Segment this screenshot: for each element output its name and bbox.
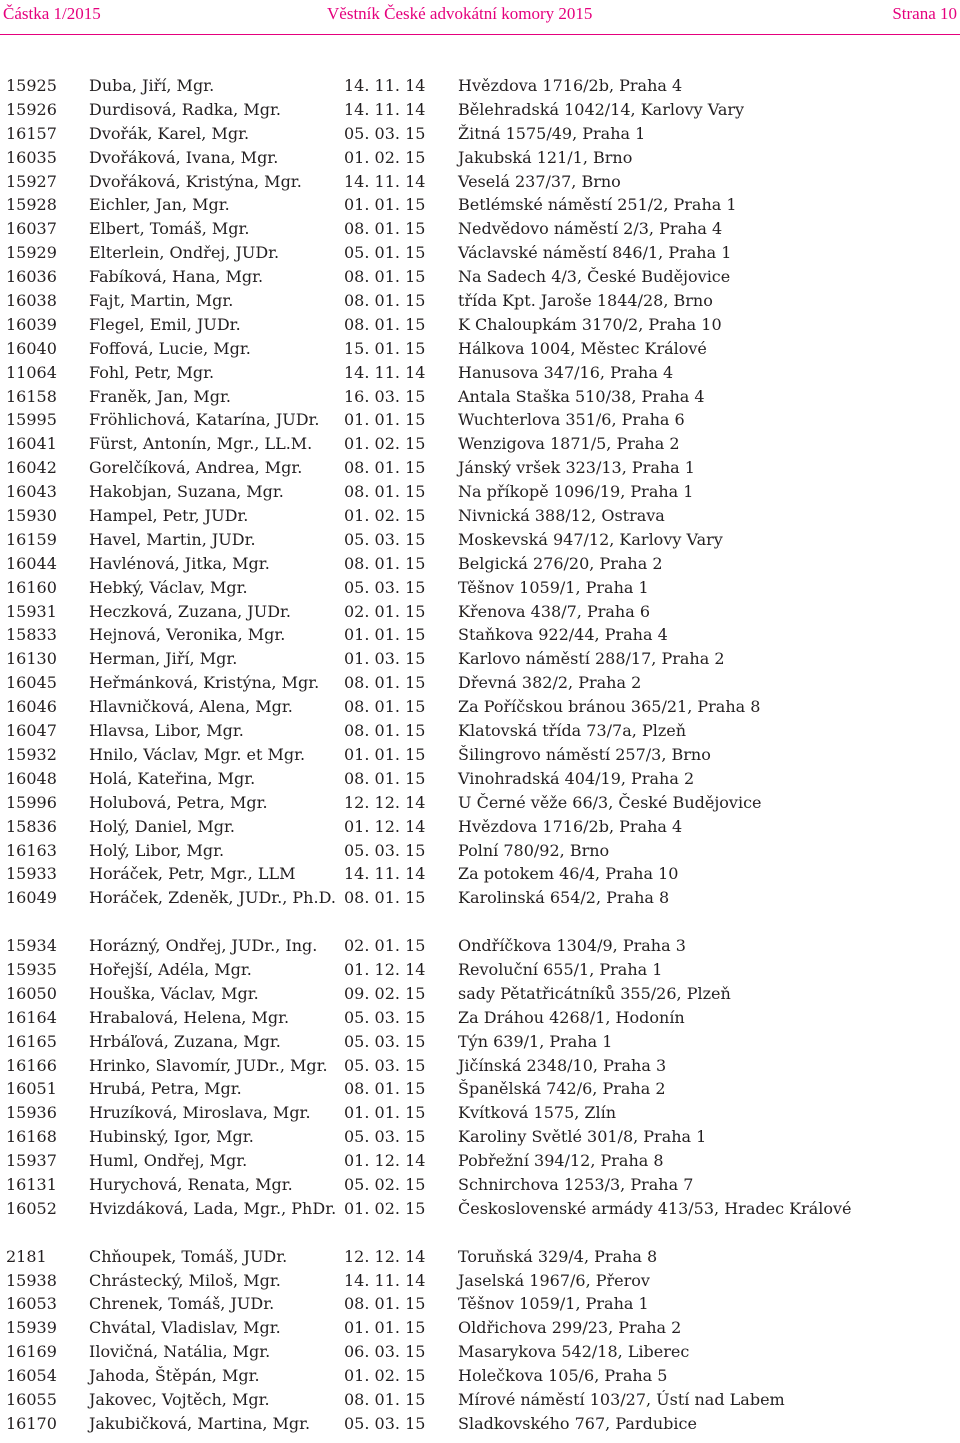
- lawyer-name: Hebký, Václav, Mgr.: [89, 577, 248, 597]
- registration-date: 14. 11. 14: [344, 76, 426, 95]
- registration-number: 16158: [6, 386, 57, 406]
- office-address: Jakubská 121/1, Brno: [458, 147, 633, 167]
- list-item: [0, 1197, 960, 1245]
- registration-number: 16164: [6, 1007, 57, 1027]
- lawyer-name: Hlavsa, Libor, Mgr.: [89, 721, 244, 741]
- registration-number: 15926: [6, 99, 57, 119]
- registration-date: 08. 01. 15: [344, 482, 426, 502]
- list-item: [0, 289, 960, 313]
- list-item: [0, 623, 960, 647]
- page-header: [0, 0, 960, 34]
- office-address: Jičínská 2348/10, Praha 3: [458, 1055, 667, 1075]
- list-item: [0, 217, 960, 241]
- lawyer-name: Chrenek, Tomáš, JUDr.: [89, 1294, 275, 1314]
- office-address: Žitná 1575/49, Praha 1: [458, 123, 646, 143]
- registration-number: 15932: [6, 744, 57, 764]
- office-address: Těšnov 1059/1, Praha 1: [458, 577, 649, 597]
- lawyer-name: Hořejší, Adéla, Mgr.: [89, 959, 252, 979]
- registration-date: 01. 01. 15: [344, 1318, 426, 1338]
- office-address: Nivnická 388/12, Ostrava: [458, 506, 665, 526]
- list-item: [0, 361, 960, 385]
- registration-number: 16041: [6, 434, 57, 454]
- lawyer-name: Havel, Martin, JUDr.: [89, 529, 256, 549]
- office-address: Na Sadech 4/3, České Budějovice: [458, 267, 731, 287]
- list-item: [0, 1292, 960, 1316]
- list-item: [0, 839, 960, 863]
- lawyer-name: Hakobjan, Suzana, Mgr.: [89, 482, 284, 502]
- registration-number: 16040: [6, 338, 57, 358]
- lawyer-name: Chňoupek, Tomáš, JUDr.: [89, 1246, 288, 1266]
- list-item: [0, 695, 960, 719]
- list-item: [0, 1030, 960, 1054]
- lawyer-name: Fohl, Petr, Mgr.: [89, 362, 215, 382]
- registration-number: 15939: [6, 1318, 57, 1338]
- registration-date: 12. 12. 14: [344, 792, 426, 812]
- registration-number: 16055: [6, 1390, 57, 1410]
- registration-number: 16130: [6, 649, 57, 669]
- office-address: Holečkova 105/6, Praha 5: [458, 1366, 668, 1386]
- list-item: [0, 122, 960, 146]
- lawyer-name: Dvořáková, Ivana, Mgr.: [89, 147, 279, 167]
- registration-number: 16046: [6, 697, 57, 717]
- office-address: Ondříčkova 1304/9, Praha 3: [458, 936, 686, 956]
- list-item: [0, 146, 960, 170]
- office-address: Masarykova 542/18, Liberec: [458, 1342, 690, 1362]
- list-item: [0, 1006, 960, 1030]
- list-item: [0, 576, 960, 600]
- lawyer-name: Hrbáľová, Zuzana, Mgr.: [89, 1031, 281, 1051]
- list-item: [0, 313, 960, 337]
- registration-date: 05. 03. 15: [344, 1055, 426, 1075]
- header-divider: [0, 34, 960, 35]
- registration-date: 01. 01. 15: [344, 625, 426, 645]
- registration-number: 2181: [6, 1246, 47, 1266]
- list-item: [0, 1340, 960, 1364]
- registration-date: 01. 02. 15: [344, 1198, 426, 1218]
- office-address: sady Pětatřicátníků 355/26, Plzeň: [458, 983, 731, 1003]
- list-item: [0, 1316, 960, 1340]
- registration-date: 01. 02. 15: [344, 1366, 426, 1386]
- registration-number: 16163: [6, 840, 57, 860]
- registration-date: 01. 12. 14: [344, 816, 426, 836]
- office-address: Nedvědovo náměstí 2/3, Praha 4: [458, 219, 723, 239]
- registration-number: 16044: [6, 553, 57, 573]
- registration-number: 16039: [6, 314, 57, 334]
- office-address: Hvězdova 1716/2b, Praha 4: [458, 816, 683, 836]
- registration-number: 16036: [6, 267, 57, 287]
- registration-date: 05. 03. 15: [344, 123, 426, 143]
- registration-number: 15938: [6, 1270, 57, 1290]
- list-item: [0, 98, 960, 122]
- lawyer-name: Dvořáková, Kristýna, Mgr.: [89, 171, 302, 191]
- registration-number: 16170: [6, 1413, 57, 1433]
- office-address: Československé armády 413/53, Hradec Králové: [458, 1198, 852, 1218]
- registration-date: 14. 11. 14: [344, 362, 426, 382]
- lawyer-name: Hrinko, Slavomír, JUDr., Mgr.: [89, 1055, 328, 1075]
- lawyer-name: Gorelčíková, Andrea, Mgr.: [89, 458, 303, 478]
- list-item: [0, 671, 960, 695]
- lawyer-name: Fabíková, Hana, Mgr.: [89, 267, 264, 287]
- office-address: Týn 639/1, Praha 1: [458, 1031, 613, 1051]
- office-address: Veselá 237/37, Brno: [458, 171, 621, 191]
- office-address: Španělská 742/6, Praha 2: [458, 1079, 666, 1099]
- lawyer-name: Hruzíková, Miroslava, Mgr.: [89, 1103, 311, 1123]
- list-item: [0, 408, 960, 432]
- registration-date: 06. 03. 15: [344, 1342, 426, 1362]
- office-address: Jánský vršek 323/13, Praha 1: [458, 458, 695, 478]
- list-item: [0, 504, 960, 528]
- office-address: Antala Staška 510/38, Praha 4: [458, 386, 705, 406]
- registration-date: 01. 02. 15: [344, 147, 426, 167]
- registration-number: 16166: [6, 1055, 57, 1075]
- registration-number: 11064: [6, 362, 57, 382]
- registration-date: 05. 03. 15: [344, 1031, 426, 1051]
- list-item: [0, 862, 960, 886]
- list-item: [0, 1412, 960, 1436]
- lawyer-name: Foffová, Lucie, Mgr.: [89, 338, 251, 358]
- list-item: [0, 170, 960, 194]
- registration-date: 14. 11. 14: [344, 1270, 426, 1290]
- registration-date: 02. 01. 15: [344, 601, 426, 621]
- lawyer-name: Franěk, Jan, Mgr.: [89, 386, 231, 406]
- registration-number: 16048: [6, 768, 57, 788]
- lawyer-name: Holý, Daniel, Mgr.: [89, 816, 235, 836]
- office-address: Toruňská 329/4, Praha 8: [458, 1246, 658, 1266]
- office-address: Hálkova 1004, Městec Králové: [458, 338, 707, 358]
- office-address: Pobřežní 394/12, Praha 8: [458, 1151, 664, 1171]
- registration-date: 08. 01. 15: [344, 267, 426, 287]
- lawyer-name: Horáček, Petr, Mgr., LLM: [89, 864, 296, 884]
- registration-number: 16043: [6, 482, 57, 502]
- lawyer-name: Holý, Libor, Mgr.: [89, 840, 225, 860]
- registration-number: 15936: [6, 1103, 57, 1123]
- list-item: [0, 552, 960, 576]
- lawyer-name: Holubová, Petra, Mgr.: [89, 792, 268, 812]
- office-address: Na příkopě 1096/19, Praha 1: [458, 482, 694, 502]
- registration-date: 02. 01. 15: [344, 936, 426, 956]
- registration-date: 01. 01. 15: [344, 195, 426, 215]
- list-item: [0, 600, 960, 624]
- office-address: Wenzigova 1871/5, Praha 2: [458, 434, 680, 454]
- list-item: [0, 241, 960, 265]
- list-item: [0, 385, 960, 409]
- registration-date: 01. 12. 14: [344, 1151, 426, 1171]
- office-address: Těšnov 1059/1, Praha 1: [458, 1294, 649, 1314]
- registration-number: 15929: [6, 243, 57, 263]
- registration-number: 16157: [6, 123, 57, 143]
- list-item: [0, 456, 960, 480]
- office-address: Staňkova 922/44, Praha 4: [458, 625, 668, 645]
- registration-number: 16038: [6, 291, 57, 311]
- registration-date: 05. 03. 15: [344, 529, 426, 549]
- registration-date: 14. 11. 14: [344, 864, 426, 884]
- list-item: [0, 74, 960, 98]
- lawyer-name: Jakubičková, Martina, Mgr.: [89, 1413, 311, 1433]
- list-item: [0, 1077, 960, 1101]
- list-item: [0, 1245, 960, 1269]
- office-address: Jaselská 1967/6, Přerov: [458, 1270, 650, 1290]
- lawyer-name: Fröhlichová, Katarína, JUDr.: [89, 410, 320, 430]
- lawyer-name: Hurychová, Renata, Mgr.: [89, 1174, 293, 1194]
- registration-number: 16054: [6, 1366, 57, 1386]
- publication-title: Věstník České advokátní komory 2015: [327, 4, 593, 23]
- registration-date: 08. 01. 15: [344, 219, 426, 239]
- list-item: [0, 886, 960, 934]
- office-address: Karlovo náměstí 288/17, Praha 2: [458, 649, 725, 669]
- list-item: [0, 719, 960, 743]
- registration-number: 15935: [6, 959, 57, 979]
- lawyer-name: Chrástecký, Miloš, Mgr.: [89, 1270, 281, 1290]
- registration-number: 15933: [6, 864, 57, 884]
- registration-number: 16168: [6, 1127, 57, 1147]
- list-item: [0, 1149, 960, 1173]
- registration-number: 15996: [6, 792, 57, 812]
- office-address: Betlémské náměstí 251/2, Praha 1: [458, 195, 737, 215]
- office-address: Za Dráhou 4268/1, Hodonín: [458, 1007, 685, 1027]
- list-item: [0, 982, 960, 1006]
- lawyer-name: Flegel, Emil, JUDr.: [89, 314, 241, 334]
- registration-number: 16052: [6, 1198, 57, 1218]
- registry-list: [0, 74, 960, 1436]
- list-item: [0, 1173, 960, 1197]
- registration-date: 08. 01. 15: [344, 697, 426, 717]
- office-address: Vinohradská 404/19, Praha 2: [458, 768, 695, 788]
- office-address: Dřevná 382/2, Praha 2: [458, 673, 642, 693]
- registration-number: 15928: [6, 195, 57, 215]
- lawyer-name: Fürst, Antonín, Mgr., LL.M.: [89, 434, 313, 454]
- registration-number: 16160: [6, 577, 57, 597]
- registration-number: 16053: [6, 1294, 57, 1314]
- list-item: [0, 1054, 960, 1078]
- lawyer-name: Elterlein, Ondřej, JUDr.: [89, 243, 280, 263]
- list-item: [0, 1269, 960, 1293]
- lawyer-name: Jakovec, Vojtěch, Mgr.: [89, 1390, 270, 1410]
- lawyer-name: Hrabalová, Helena, Mgr.: [89, 1007, 290, 1027]
- lawyer-name: Havlénová, Jitka, Mgr.: [89, 553, 270, 573]
- issue-label: Částka 1/2015: [3, 4, 101, 23]
- office-address: Klatovská třída 73/7a, Plzeň: [458, 721, 687, 741]
- registration-number: 15930: [6, 506, 57, 526]
- office-address: Revoluční 655/1, Praha 1: [458, 959, 663, 979]
- registration-date: 05. 03. 15: [344, 1413, 426, 1433]
- registration-date: 01. 02. 15: [344, 434, 426, 454]
- registration-number: 16159: [6, 529, 57, 549]
- list-item: [0, 265, 960, 289]
- registration-date: 01. 01. 15: [344, 744, 426, 764]
- registration-number: 16165: [6, 1031, 57, 1051]
- office-address: Křenova 438/7, Praha 6: [458, 601, 651, 621]
- registration-date: 08. 01. 15: [344, 721, 426, 741]
- registration-date: 12. 12. 14: [344, 1246, 426, 1266]
- list-item: [0, 934, 960, 958]
- registration-number: 15927: [6, 171, 57, 191]
- registration-date: 01. 02. 15: [344, 506, 426, 526]
- lawyer-name: Horáček, Zdeněk, JUDr., Ph.D.: [89, 888, 336, 908]
- lawyer-name: Hrubá, Petra, Mgr.: [89, 1079, 242, 1099]
- registration-date: 08. 01. 15: [344, 553, 426, 573]
- registration-number: 15833: [6, 625, 57, 645]
- registration-number: 15925: [6, 76, 57, 95]
- lawyer-name: Duba, Jiří, Mgr.: [89, 76, 215, 95]
- registration-date: 08. 01. 15: [344, 888, 426, 908]
- registration-number: 16131: [6, 1174, 57, 1194]
- registration-date: 08. 01. 15: [344, 314, 426, 334]
- list-item: [0, 1388, 960, 1412]
- list-item: [0, 767, 960, 791]
- registration-number: 16049: [6, 888, 57, 908]
- office-address: Karoliny Světlé 301/8, Praha 1: [458, 1127, 707, 1147]
- registration-number: 16051: [6, 1079, 57, 1099]
- office-address: Karolinská 654/2, Praha 8: [458, 888, 670, 908]
- office-address: Moskevská 947/12, Karlovy Vary: [458, 529, 723, 549]
- registration-date: 14. 11. 14: [344, 171, 426, 191]
- registration-number: 15836: [6, 816, 57, 836]
- registration-date: 09. 02. 15: [344, 983, 426, 1003]
- lawyer-name: Durdisová, Radka, Mgr.: [89, 99, 281, 119]
- lawyer-name: Ilovičná, Natália, Mgr.: [89, 1342, 271, 1362]
- registration-date: 14. 11. 14: [344, 99, 426, 119]
- office-address: Kvítková 1575, Zlín: [458, 1103, 617, 1123]
- lawyer-name: Houška, Václav, Mgr.: [89, 983, 259, 1003]
- lawyer-name: Dvořák, Karel, Mgr.: [89, 123, 250, 143]
- office-address: Schnirchova 1253/3, Praha 7: [458, 1174, 694, 1194]
- list-item: [0, 432, 960, 456]
- page-number: Strana 10: [892, 4, 957, 23]
- registration-date: 08. 01. 15: [344, 458, 426, 478]
- registration-date: 05. 02. 15: [344, 1174, 426, 1194]
- registration-date: 15. 01. 15: [344, 338, 426, 358]
- registration-date: 08. 01. 15: [344, 1294, 426, 1314]
- registration-number: 16050: [6, 983, 57, 1003]
- list-item: [0, 791, 960, 815]
- office-address: Oldřichova 299/23, Praha 2: [458, 1318, 682, 1338]
- registration-date: 05. 01. 15: [344, 243, 426, 263]
- lawyer-name: Heřmánková, Kristýna, Mgr.: [89, 673, 320, 693]
- registration-date: 05. 03. 15: [344, 1127, 426, 1147]
- lawyer-name: Elbert, Tomáš, Mgr.: [89, 219, 250, 239]
- list-item: [0, 528, 960, 552]
- list-item: [0, 958, 960, 982]
- registration-number: 15931: [6, 601, 57, 621]
- lawyer-name: Heczková, Zuzana, JUDr.: [89, 601, 291, 621]
- registration-number: 16042: [6, 458, 57, 478]
- registration-number: 15937: [6, 1151, 57, 1171]
- registration-date: 01. 01. 15: [344, 1103, 426, 1123]
- lawyer-name: Hampel, Petr, JUDr.: [89, 506, 249, 526]
- office-address: Za potokem 46/4, Praha 10: [458, 864, 679, 884]
- office-address: Hanusova 347/16, Praha 4: [458, 362, 674, 382]
- list-item: [0, 337, 960, 361]
- office-address: Polní 780/92, Brno: [458, 840, 610, 860]
- registration-date: 01. 03. 15: [344, 649, 426, 669]
- registration-number: 15995: [6, 410, 57, 430]
- registration-date: 05. 03. 15: [344, 577, 426, 597]
- list-item: [0, 193, 960, 217]
- lawyer-name: Herman, Jiří, Mgr.: [89, 649, 238, 669]
- registration-date: 01. 12. 14: [344, 959, 426, 979]
- lawyer-name: Hvizdáková, Lada, Mgr., PhDr.: [89, 1198, 337, 1218]
- registration-date: 05. 03. 15: [344, 840, 426, 860]
- office-address: Mírové náměstí 103/27, Ústí nad Labem: [458, 1390, 785, 1410]
- office-address: Václavské náměstí 846/1, Praha 1: [458, 243, 732, 263]
- lawyer-name: Huml, Ondřej, Mgr.: [89, 1151, 248, 1171]
- registration-date: 01. 01. 15: [344, 410, 426, 430]
- registration-date: 08. 01. 15: [344, 1390, 426, 1410]
- lawyer-name: Eichler, Jan, Mgr.: [89, 195, 230, 215]
- registration-date: 08. 01. 15: [344, 673, 426, 693]
- lawyer-name: Hejnová, Veronika, Mgr.: [89, 625, 286, 645]
- list-item: [0, 1364, 960, 1388]
- list-item: [0, 1101, 960, 1125]
- registration-date: 08. 01. 15: [344, 768, 426, 788]
- office-address: Hvězdova 1716/2b, Praha 4: [458, 76, 683, 95]
- registration-number: 16047: [6, 721, 57, 741]
- list-item: [0, 815, 960, 839]
- lawyer-name: Hnilo, Václav, Mgr. et Mgr.: [89, 744, 306, 764]
- office-address: Šilingrovo náměstí 257/3, Brno: [458, 744, 711, 764]
- office-address: třída Kpt. Jaroše 1844/28, Brno: [458, 291, 713, 311]
- office-address: Bělehradská 1042/14, Karlovy Vary: [458, 99, 745, 119]
- lawyer-name: Jahoda, Štěpán, Mgr.: [89, 1366, 260, 1386]
- office-address: K Chaloupkám 3170/2, Praha 10: [458, 314, 722, 334]
- office-address: Wuchterlova 351/6, Praha 6: [458, 410, 685, 430]
- office-address: Sladkovského 767, Pardubice: [458, 1413, 697, 1433]
- registration-date: 05. 03. 15: [344, 1007, 426, 1027]
- office-address: Belgická 276/20, Praha 2: [458, 553, 663, 573]
- registration-number: 16169: [6, 1342, 57, 1362]
- list-item: [0, 1125, 960, 1149]
- office-address: U Černé věže 66/3, České Budějovice: [458, 792, 762, 812]
- registration-date: 08. 01. 15: [344, 291, 426, 311]
- registration-number: 15934: [6, 936, 57, 956]
- lawyer-name: Fajt, Martin, Mgr.: [89, 291, 234, 311]
- lawyer-name: Chvátal, Vladislav, Mgr.: [89, 1318, 281, 1338]
- office-address: Za Poříčskou bránou 365/21, Praha 8: [458, 697, 761, 717]
- list-item: [0, 480, 960, 504]
- lawyer-name: Hubinský, Igor, Mgr.: [89, 1127, 254, 1147]
- lawyer-name: Hlavničková, Alena, Mgr.: [89, 697, 293, 717]
- registration-date: 08. 01. 15: [344, 1079, 426, 1099]
- registration-date: 16. 03. 15: [344, 386, 426, 406]
- lawyer-name: Horázný, Ondřej, JUDr., Ing.: [89, 936, 318, 956]
- list-item: [0, 647, 960, 671]
- list-item: [0, 743, 960, 767]
- registration-number: 16037: [6, 219, 57, 239]
- lawyer-name: Holá, Kateřina, Mgr.: [89, 768, 256, 788]
- registration-number: 16035: [6, 147, 57, 167]
- registration-number: 16045: [6, 673, 57, 693]
